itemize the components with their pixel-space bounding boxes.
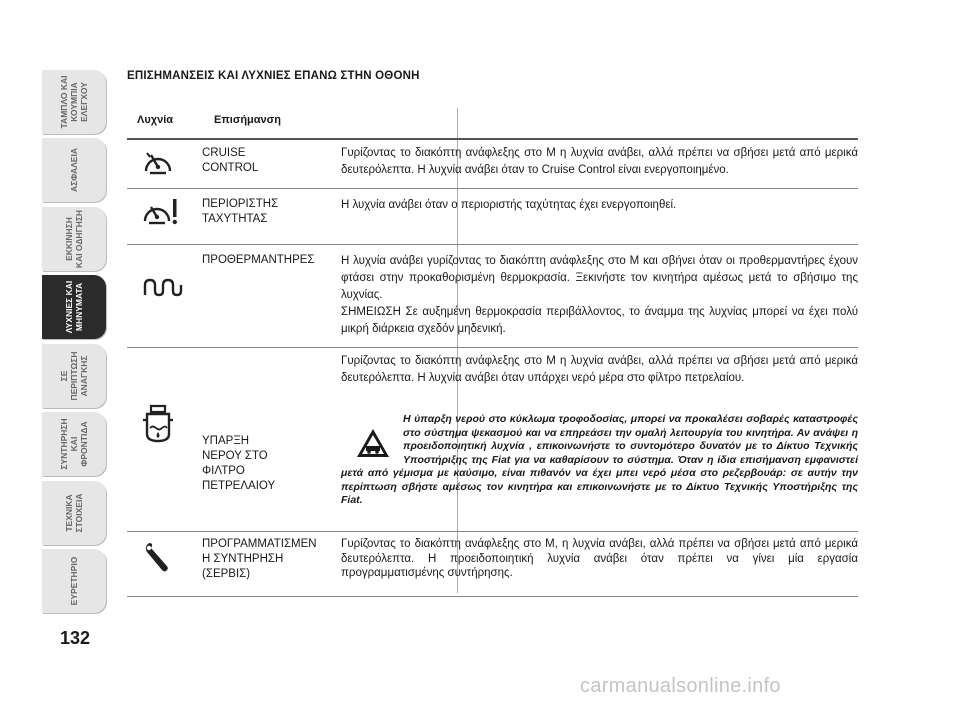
tab-dashboard-controls[interactable] <box>42 70 106 134</box>
tab-label: ΑΣΦΑΛΕΙΑ <box>69 148 79 192</box>
header-lamp: Λυχνία <box>137 114 174 126</box>
table-row <box>127 245 858 348</box>
speed-limiter-icon <box>141 197 181 229</box>
page-title: ΕΠΙΣΗΜΑΝΣΕΙΣ ΚΑΙ ΛΥΧΝΙΕΣ ΕΠΑΝΩ ΣΤΗΝ ΟΘΟΝΗ <box>127 70 420 82</box>
tab-starting-driving[interactable] <box>42 207 106 271</box>
tab-technical-data[interactable] <box>42 481 106 545</box>
water-in-fuel-filter-icon <box>141 404 175 444</box>
tab-label: ΤΑΜΠΛΟ ΚΑΙ ΚΟΥΜΠΙΑ ΕΛΕΓΧΟΥ <box>59 75 89 129</box>
tab-label: ΛΥΧΝΙΕΣ ΚΑΙ ΜΗΝΥΜΑΤΑ <box>64 280 84 334</box>
cruise-control-icon <box>141 149 175 179</box>
table-row <box>127 532 858 597</box>
tab-label: ΕΥΡΕΤΗΡΙΟ <box>69 556 79 606</box>
table-header <box>127 108 858 140</box>
lamp-description: Η λυχνία ανάβει όταν ο περιοριστής ταχύτητας έχει ενεργοποιηθεί. <box>341 199 677 211</box>
service-wrench-icon <box>141 540 171 576</box>
lamp-description: Γυρίζοντας το διακόπτη ανάφλεξης στο M, η λυχνία ανάβει, αλλά πρέπει να σβήσει μετά από μερικά δευτερόλεπτα. Η προειδοποιητική λυχνία ανάβει όταν πρέπει να γίνει μία εργασία προγραμματισμένης συντήρησης. <box>341 538 858 579</box>
lamp-name: ΠΕΡΙΟΡΙΣΤΗΣ ΤΑΧΥΤΗΤΑΣ <box>202 198 279 225</box>
tab-index[interactable] <box>42 549 106 613</box>
page-number: 132 <box>60 628 91 648</box>
lamp-description: Γυρίζοντας το διακόπτη ανάφλεξης στο M η λυχνία ανάβει, αλλά πρέπει να σβήσει μετά από μερικά δευτερόλεπτα. Η λυχνία ανάβει όταν υπάρχει νερό μέρα στο φίλτρο πετρελαίου. <box>341 355 858 384</box>
lamp-description <box>341 253 858 338</box>
note-text: ΣΗΜΕΙΩΣΗ Σε αυξημένη θερμοκρασία περιβάλλοντος, το άναμμα της λυχνίας μπορεί να έχει πολύ μικρή διάρκεια σχεδόν μηδενική. <box>341 306 858 335</box>
warning-lights-table <box>127 108 858 597</box>
tab-label: ΣΥΝΤΗΡΗΣΗ ΚΑΙ ΦΡΟΝΤΙΔΑ <box>59 418 89 470</box>
tab-label: ΤΕΧΝΙΚΑ ΣΤΟΙΧΕΙΑ <box>64 493 84 533</box>
tab-emergency[interactable] <box>42 344 106 408</box>
lamp-name: ΥΠΑΡΞΗ ΝΕΡΟΥ ΣΤΟ ΦΙΛΤΡΟ ΠΕΤΡΕΛΑΙΟΥ <box>202 435 276 492</box>
warning-box <box>341 413 858 508</box>
tab-warning-lights[interactable] <box>42 275 106 339</box>
warning-triangle-icon <box>355 427 391 459</box>
warning-text: Η ύπαρξη νερού στο κύκλωμα τροφοδοσίας, μπορεί να προκαλέσει σοβαρές καταστροφές στο σύστημα ψεκασμού και να επηρεάσει την ομαλή λειτουργία του κινητήρα. Αν ανάψει η προειδοποιητική λυχνία , επικοινωνήστε το συντομότερο δυνατόν με το Δίκτυο Τεχνικής Υποστήριξης της Fiat για να καθαρίσουν το σύστημα. Όταν η ίδια επισήμανση εμφανιστεί μετά από γέμισμα με καύσιμο, είναι πιθανόν να έχει μπει νερό μέσα στο ρεζερβουάρ: σε αυτήν την περίπτωση σβήστε αμέσως τον κινητήρα και επικοινωνήστε με το Δίκτυο Τεχνικής Υποστήριξης της Fiat. <box>341 413 858 506</box>
tab-label: ΕΚΚΙΝΗΣΗ ΚΑΙ ΟΔΗΓΗΣΗ <box>64 209 84 269</box>
lamp-description: Γυρίζοντας το διακόπτη ανάφλεξης στο M η λυχνία ανάβει, αλλά πρέπει να σβήσει μετά από μερικά δευτερόλεπτα. Η λυχνία ανάβει όταν το Cruise Control είναι ενεργοποιημένο. <box>341 147 858 176</box>
table-row <box>127 189 858 245</box>
tab-maintenance[interactable] <box>42 412 106 476</box>
glow-plug-icon <box>141 277 185 299</box>
watermark: carmanualsonline.info <box>580 675 781 697</box>
lamp-name: ΠΡΟΘΕΡΜΑΝΤΗΡΕΣ <box>202 254 315 266</box>
description-text: Η λυχνία ανάβει γυρίζοντας το διακόπτη ανάφλεξης στο M και σβήνει όταν οι προθερμαντήρες έχουν φτάσει στην προκαθορισμένη θερμοκρασία. Ξεκινήστε τον κινητήρα αμέσως μετά το σβήσιμο της λυχνίας. <box>341 255 858 301</box>
lamp-name: CRUISE CONTROL <box>202 147 259 174</box>
tab-label: ΣΕ ΠΕΡΙΠΤΩΣΗ ΑΝΑΓΚΗΣ <box>59 351 89 401</box>
table-row <box>127 140 858 189</box>
header-meaning: Επισήμανση <box>214 114 281 126</box>
lamp-name: ΠΡΟΓΡΑΜΜΑΤΙΣΜΕΝ Η ΣΥΝΤΗΡΗΣΗ (ΣΕΡΒΙΣ) <box>202 538 317 580</box>
tab-safety[interactable] <box>42 138 106 202</box>
table-row <box>127 348 858 532</box>
